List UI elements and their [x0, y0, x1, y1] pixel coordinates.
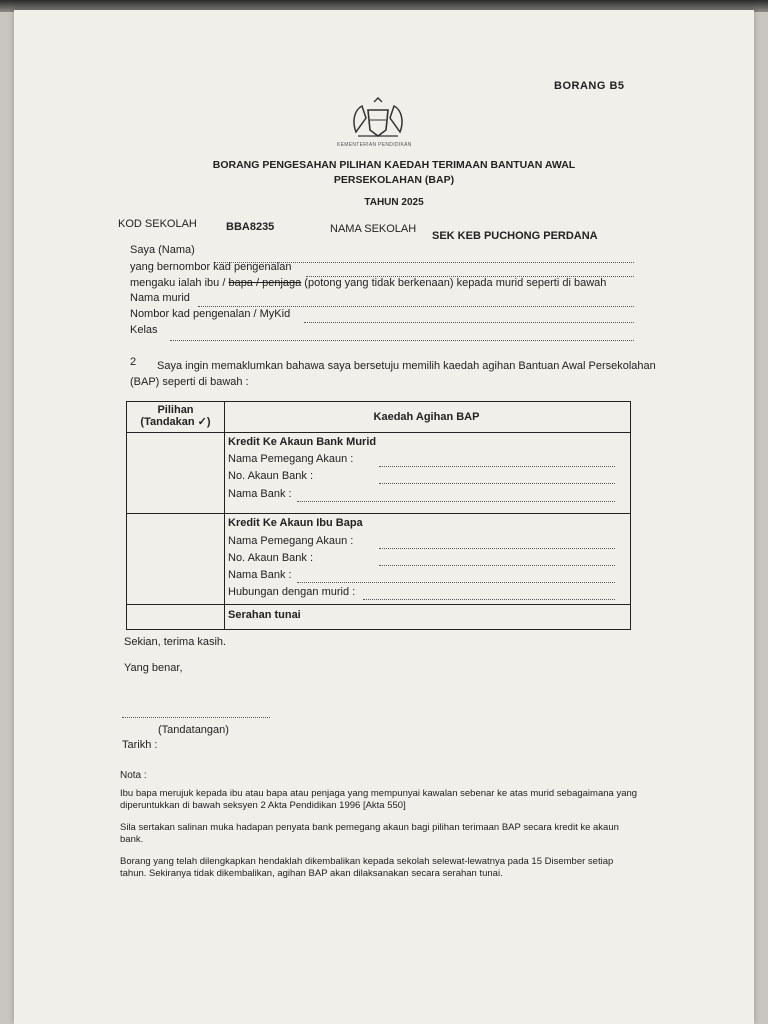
col-kaedah-header: Kaedah Agihan BAP	[373, 411, 480, 423]
nota-2: Sila sertakan salinan muka hadapan penyata bank pemegang akaun bagi pilihan terimaan BAP secara kredit ke akaun bank.	[120, 822, 619, 845]
bap-method-table	[126, 401, 631, 630]
opt2-title: Kredit Ke Akaun Ibu Bapa	[228, 517, 363, 529]
opt1-account-line[interactable]	[379, 483, 615, 484]
para2-number: 2	[130, 356, 137, 368]
form-title	[124, 158, 664, 188]
opt1-bank-label: Nama Bank :	[228, 488, 292, 500]
checkbox-opt2[interactable]	[127, 514, 223, 603]
opt2-bank-label: Nama Bank :	[228, 569, 292, 581]
col-pilihan-line2: (Tandakan ✓)	[140, 416, 211, 428]
school-code-value: BBA8235	[226, 221, 275, 233]
signature-label: (Tandatangan)	[158, 724, 229, 736]
opt2-account-label: No. Akaun Bank :	[228, 552, 313, 564]
mengaku-prefix: mengaku ialah ibu /	[130, 277, 229, 289]
signature-line[interactable]	[122, 717, 270, 718]
field-kelas-label: Kelas	[130, 324, 158, 336]
opt3-title: Serahan tunai	[228, 609, 301, 621]
nota-1: Ibu bapa merujuk kepada ibu atau bapa atau penjaga yang mempunyai kawalan sebenar ke atas murid sebagaimana yang diperuntukkan di bawah seksyen 2 Akta Pendidikan 1996 [Akta 550]	[120, 788, 638, 811]
field-nama-murid-line[interactable]	[198, 306, 634, 307]
col-pilihan-header	[127, 404, 224, 428]
opt2-relation-line[interactable]	[363, 599, 615, 600]
form-paper	[14, 10, 754, 1024]
field-saya-label: Saya (Nama)	[130, 244, 195, 256]
opt2-holder-label: Nama Pemegang Akaun :	[228, 535, 354, 547]
closing-sekian: Sekian, terima kasih.	[124, 636, 227, 648]
opt1-bank-line[interactable]	[297, 501, 615, 502]
col-pilihan-line1: Pilihan	[157, 404, 194, 416]
ministry-label: KEMENTERIAN PENDIDIKAN	[337, 142, 412, 148]
checkbox-opt1[interactable]	[127, 433, 223, 512]
checkbox-opt3[interactable]	[127, 605, 223, 627]
table-divider-vertical	[224, 402, 225, 629]
opt2-relation-label: Hubungan dengan murid :	[228, 586, 356, 598]
tarikh-label: Tarikh :	[122, 739, 158, 751]
field-mengaku	[130, 277, 606, 289]
mengaku-struck: bapa / penjaga	[228, 277, 302, 289]
nota-3: Borang yang telah dilengkapkan hendaklah dikembalikan kepada sekolah selewat-lewatnya pada 15 Disember setiap tahun. Sekiranya tidak dikembalikan, agihan BAP akan dilaksanakan secara serahan tunai.	[120, 856, 614, 879]
para2-line1: Saya ingin memaklumkan bahawa saya bersetuju memilih kaedah agihan Bantuan Awal Persekolahan	[157, 360, 656, 372]
opt2-bank-line[interactable]	[297, 582, 615, 583]
form-year: TAHUN 2025	[364, 197, 424, 208]
closing-yang-benar: Yang benar,	[124, 662, 183, 674]
opt1-account-label: No. Akaun Bank :	[228, 470, 313, 482]
form-title-line2: PERSEKOLAHAN (BAP)	[333, 174, 455, 186]
para2-line2: (BAP) seperti di bawah :	[130, 376, 249, 388]
opt1-holder-label: Nama Pemegang Akaun :	[228, 453, 354, 465]
opt1-holder-line[interactable]	[379, 466, 615, 467]
school-name-label: NAMA SEKOLAH	[330, 223, 417, 235]
field-mykid-label: Nombor kad pengenalan / MyKid	[130, 308, 291, 320]
opt2-holder-line[interactable]	[379, 548, 615, 549]
form-code: BORANG B5	[554, 80, 625, 92]
school-name-value: SEK KEB PUCHONG PERDANA	[432, 230, 598, 242]
field-kelas-line[interactable]	[170, 340, 634, 341]
field-ic-label: yang bernombor kad pengenalan	[130, 261, 292, 273]
nota-heading: Nota :	[120, 770, 147, 781]
mengaku-suffix: (potong yang tidak berkenaan) kepada murid seperti di bawah	[301, 277, 607, 289]
opt2-account-line[interactable]	[379, 565, 615, 566]
school-code-label: KOD SEKOLAH	[118, 218, 197, 230]
opt1-title: Kredit Ke Akaun Bank Murid	[228, 436, 377, 448]
coat-of-arms-icon	[348, 96, 408, 140]
form-title-line1: BORANG PENGESAHAN PILIHAN KAEDAH TERIMAAN BANTUAN AWAL	[212, 159, 576, 171]
field-nama-murid-label: Nama murid	[130, 292, 190, 304]
field-mykid-line[interactable]	[304, 322, 634, 323]
